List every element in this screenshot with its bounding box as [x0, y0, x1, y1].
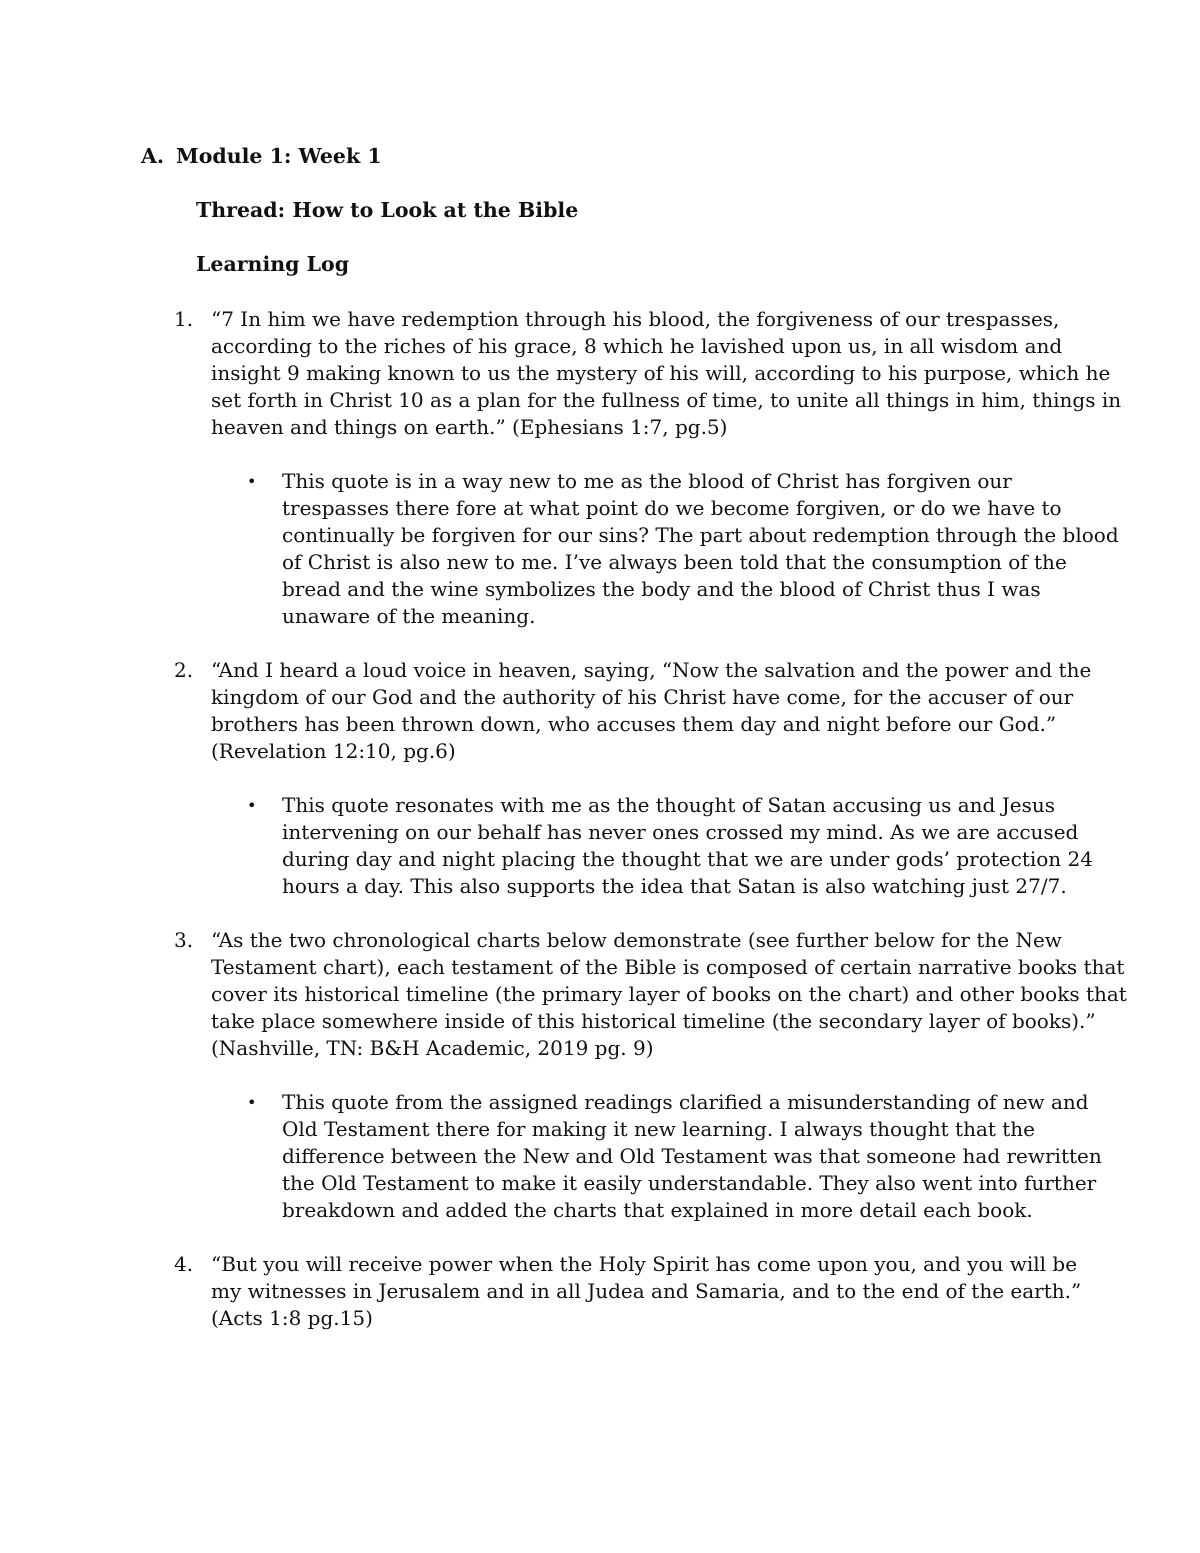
quote-line: brothers has been thrown down, who accuses them day and night before our God.” — [211, 712, 1057, 736]
comment-line: continually be forgiven for our sins? The part about redemption through the blood — [282, 523, 1119, 547]
item-number: 2. — [174, 658, 194, 682]
comment-line: This quote is in a way new to me as the blood of Christ has forgiven our — [282, 469, 1012, 493]
bullet-icon: • — [247, 472, 257, 491]
section-title: Module 1: Week 1 — [176, 144, 382, 168]
item-number: 3. — [174, 928, 194, 952]
quote-line: my witnesses in Jerusalem and in all Judea and Samaria, and to the end of the earth.” — [211, 1279, 1082, 1303]
comment-line: unaware of the meaning. — [282, 604, 536, 628]
comment-line: of Christ is also new to me. I’ve always been told that the consumption of the — [282, 550, 1067, 574]
section-letter: A. — [141, 144, 165, 168]
quote-line: heaven and things on earth.” (Ephesians 1:7, pg.5) — [211, 415, 728, 439]
quote-line: “As the two chronological charts below demonstrate (see further below for the New — [211, 928, 1062, 952]
quote-line: Testament chart), each testament of the Bible is composed of certain narrative books that — [211, 955, 1125, 979]
quote-line: insight 9 making known to us the mystery of his will, according to his purpose, which he — [211, 361, 1111, 385]
quote-line: (Revelation 12:10, pg.6) — [211, 739, 456, 763]
comment-line: during day and night placing the thought that we are under gods’ protection 24 — [282, 847, 1093, 871]
quote-text — [211, 657, 1092, 765]
comment-line: the Old Testament to make it easily understandable. They also went into further — [282, 1171, 1097, 1195]
quote-text — [211, 927, 1127, 1062]
quote-line: (Nashville, TN: B&H Academic, 2019 pg. 9) — [211, 1036, 654, 1060]
comment-line: bread and the wine symbolizes the body and the blood of Christ thus I was — [282, 577, 1041, 601]
quote-line: (Acts 1:8 pg.15) — [211, 1306, 373, 1330]
comment-line: This quote resonates with me as the thought of Satan accusing us and Jesus — [282, 793, 1055, 817]
thread-heading: Thread: How to Look at the Bible — [196, 198, 579, 222]
comment-line: intervening on our behalf has never ones crossed my mind. As we are accused — [282, 820, 1079, 844]
quote-line: “And I heard a loud voice in heaven, saying, “Now the salvation and the power and the — [211, 658, 1092, 682]
comment-text — [282, 1089, 1102, 1224]
item-number: 4. — [174, 1252, 194, 1276]
comment-line: difference between the New and Old Testament was that someone had rewritten — [282, 1144, 1102, 1168]
comment-line: This quote from the assigned readings clarified a misunderstanding of new and — [282, 1090, 1089, 1114]
comment-line: trespasses there fore at what point do we become forgiven, or do we have to — [282, 496, 1062, 520]
quote-line: “But you will receive power when the Holy Spirit has come upon you, and you will be — [211, 1252, 1078, 1276]
quote-text — [211, 1251, 1081, 1332]
quote-line: cover its historical timeline (the primary layer of books on the chart) and other books that — [211, 982, 1127, 1006]
quote-line: “7 In him we have redemption through his blood, the forgiveness of our trespasses, — [211, 307, 1060, 331]
quote-line: kingdom of our God and the authority of his Christ have come, for the accuser of our — [211, 685, 1074, 709]
quote-text — [211, 306, 1122, 441]
quote-line: according to the riches of his grace, 8 which he lavished upon us, in all wisdom and — [211, 334, 1063, 358]
section-heading — [141, 144, 382, 168]
comment-line: breakdown and added the charts that explained in more detail each book. — [282, 1198, 1033, 1222]
comment-line: Old Testament there for making it new learning. I always thought that the — [282, 1117, 1036, 1141]
bullet-icon: • — [247, 1093, 257, 1112]
comment-line: hours a day. This also supports the idea that Satan is also watching just 27/7. — [282, 874, 1067, 898]
item-number: 1. — [174, 307, 194, 331]
quote-line: take place somewhere inside of this historical timeline (the secondary layer of books).” — [211, 1009, 1096, 1033]
quote-line: set forth in Christ 10 as a plan for the fullness of time, to unite all things in him, things in — [211, 388, 1122, 412]
comment-text — [282, 792, 1093, 900]
learning-log-heading: Learning Log — [196, 252, 350, 276]
bullet-icon: • — [247, 796, 257, 815]
comment-text — [282, 468, 1119, 630]
